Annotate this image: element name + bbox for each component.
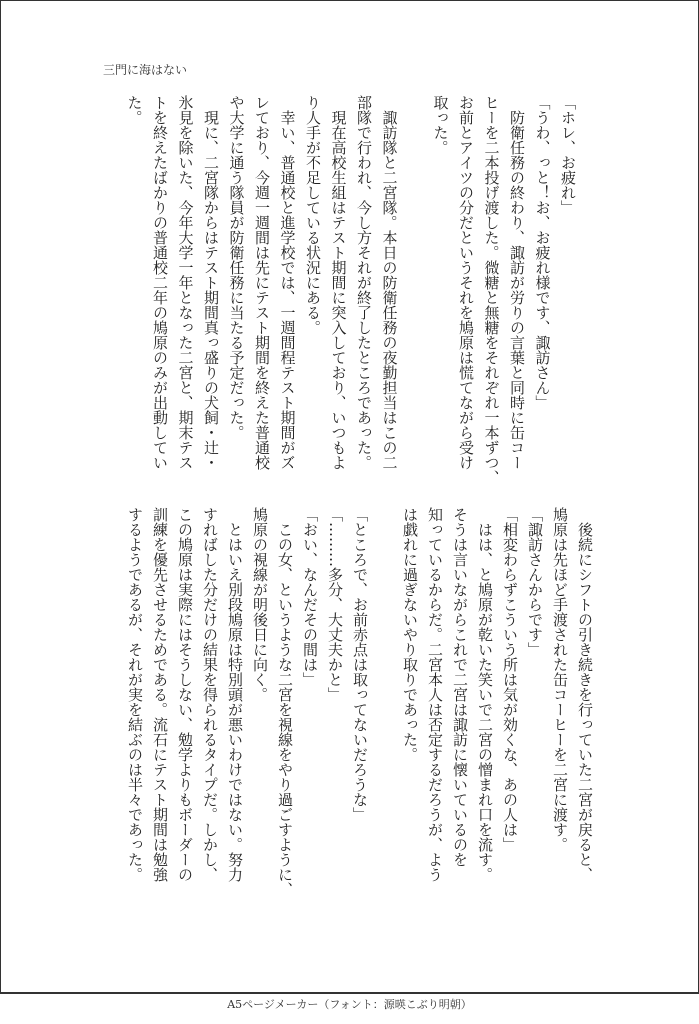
text-column: り人手が不足している状況にある。 <box>304 95 322 335</box>
text-column: 訓練を優先させるためである。流石にテスト期間は勉強 <box>151 507 169 882</box>
text-column: や大学に通う隊員が防衛任務に当たる予定だった。 <box>227 95 246 440</box>
running-head: 三門に海はない <box>103 63 188 77</box>
text-column: は戯れに過ぎないやり取りであった。 <box>401 507 419 762</box>
text-column: ヒーを二本投げ渡した。微糖と無糖をそれぞれ一本ずつ、 <box>482 95 501 485</box>
text-column: 「相変わらずこういう所は気が効くな、あの人は」 <box>501 507 519 852</box>
text-column: 取った。 <box>431 95 450 155</box>
lower-text-block <box>122 507 597 897</box>
text-column: 「うわ、っと！お、お疲れ様です、諏訪さん」 <box>533 95 552 410</box>
text-column: 鳩原の視線が明後日に向く。 <box>251 507 269 702</box>
text-column: 防衛任務の終わり、諏訪が労りの言葉と同時に缶コー <box>508 95 526 470</box>
text-column: 現在高校生組はテスト期間に突入しており、いつもよ <box>329 95 348 470</box>
text-column: 「………多分、大丈夫かと」 <box>326 507 344 702</box>
text-column: 諏訪隊と二宮隊。本日の防衛任務の夜勤担当はこの二 <box>380 95 399 470</box>
text-column: すればした分だけの結果を得られるタイプだ。しかし、 <box>201 507 219 882</box>
text-column: 氷見を除いた、今年大学一年となった二宮と、期末テス <box>176 95 195 470</box>
text-column: 「諏訪さんからです」 <box>526 507 544 657</box>
text-column: お前とアイツの分だというそれを鳩原は慌てながら受け <box>457 95 475 470</box>
text-column: トを終えたばかりの普通校二年の鳩原のみが出動してい <box>151 95 169 470</box>
text-column: とはいえ別段鳩原は特別頭が悪いわけではない。努力 <box>226 507 244 882</box>
text-column: 後続にシフトの引き続きを行っていた二宮が戻ると、 <box>576 507 594 882</box>
text-column: この鳩原は実際にはそうしない、勉学よりもボーダーの <box>176 507 194 882</box>
text-column: 「おい、なんだその間は」 <box>301 507 319 687</box>
text-column: 「ホレ、お疲れ」 <box>559 95 577 215</box>
upper-text-block <box>121 95 580 485</box>
text-column: レており、今週一週間は先にテスト期間を終えた普通校 <box>253 95 271 470</box>
text-column: 鳩原は先ほど手渡された缶コーヒーを二宮に渡す。 <box>551 507 569 852</box>
text-column: 部隊で行われ、今し方それが終了したところであった。 <box>355 95 373 470</box>
text-column: た。 <box>125 95 144 125</box>
text-column: この女、というような二宮を視線をやり過ごすように、 <box>276 507 294 897</box>
text-column <box>372 507 397 885</box>
text-column: はは、と鳩原が乾いた笑いで二宮の憎まれ口を流す。 <box>476 507 494 882</box>
text-column: 知っているからだ。二宮本人は否定するだろうが、よう <box>426 507 444 882</box>
text-column: 「ところで、お前赤点は取ってないだろうな」 <box>351 507 369 822</box>
text-column <box>402 95 428 473</box>
text-column: するようであるが、それが実を結ぶのは半々であった。 <box>126 507 144 882</box>
text-column: そうは言いながらこれで二宮は諏訪に懐いているのを <box>451 507 469 867</box>
text-column: 現に、二宮隊からはテスト期間真っ盛りの犬飼・辻・ <box>202 95 220 470</box>
text-column: 幸い、普通校と進学校では、一週間程テスト期間がズ <box>278 95 297 470</box>
footer-credit: A5ページメーカー（フォント：源暎こぶり明朝） <box>227 998 472 1011</box>
